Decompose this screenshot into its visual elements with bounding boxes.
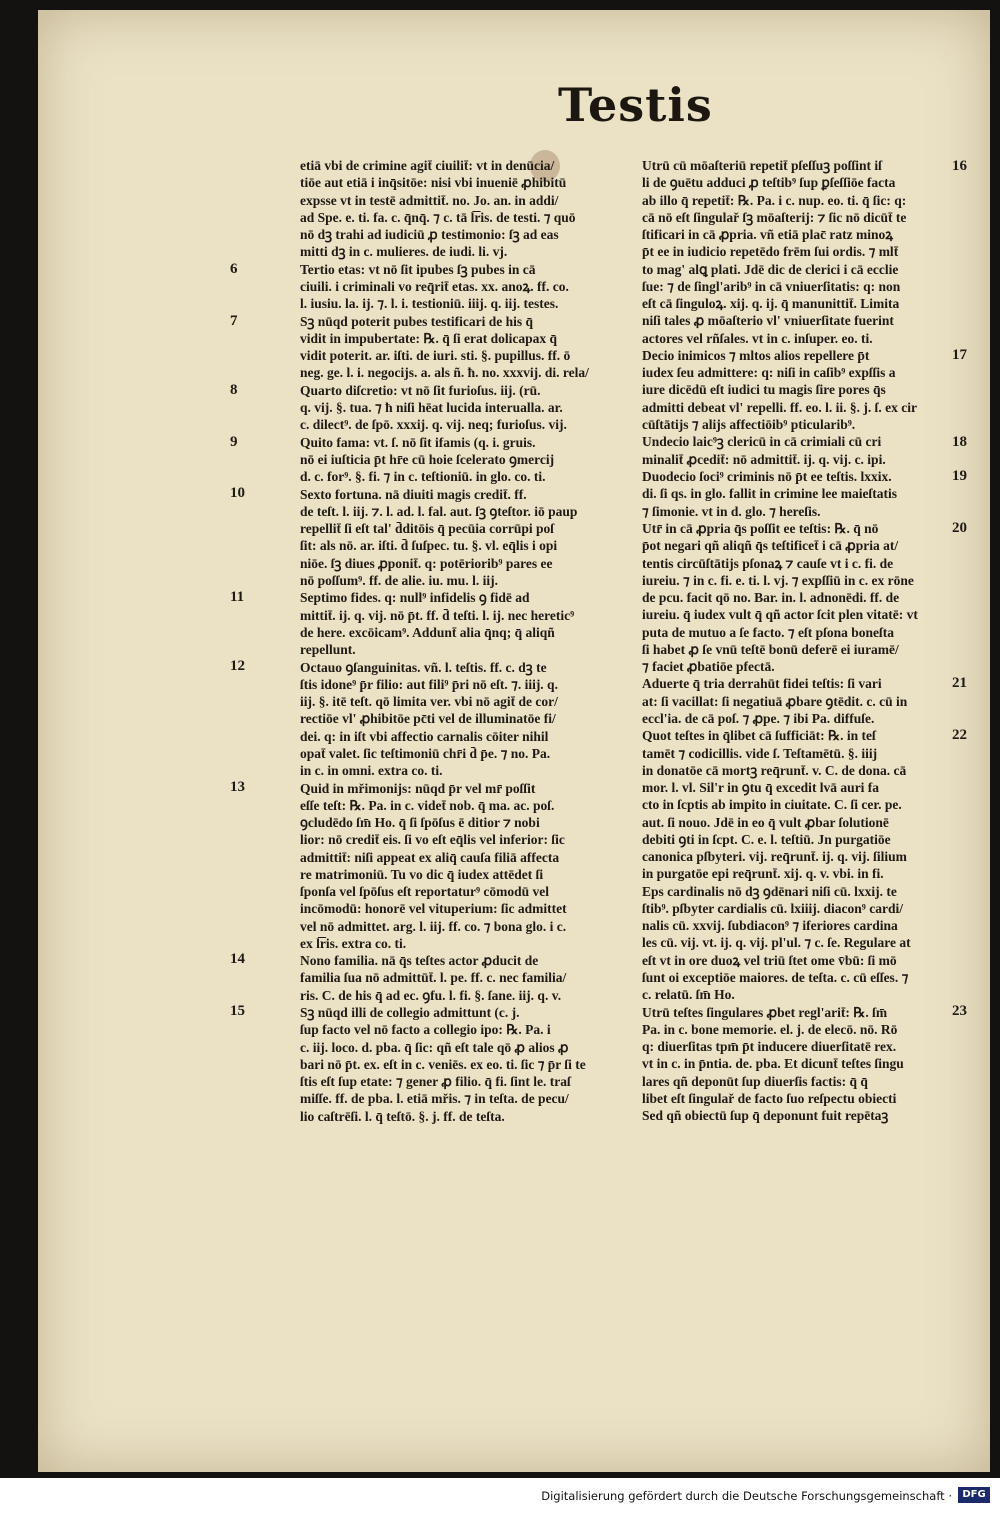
text-line: ſunt oi exceptiōe maiores. de teſta. c. cū eſſes. ⁊ [642, 969, 909, 985]
text-line: tentis circūſtātijs pſonaꝝ ⁊ cauſe vt i c. fi. de [642, 555, 894, 571]
book-page [38, 10, 990, 1472]
text-line: in c. in omni. extra co. ti. [300, 763, 443, 779]
text-paragraph [300, 1004, 622, 1125]
text-line: admittit̄: niſi appeat ex aliq̄ cauſa filiā affecta [300, 849, 560, 865]
text-line: les cū. vij. vt. ij. q. vij. pl'ul. ⁊ c. ſe. Regulare at [642, 935, 911, 951]
margin-number: 15 [230, 1002, 245, 1019]
text-line: minalit̄ ꝓcedit̄: nō admittit̄. ij. q. vij. c. ipi. [642, 451, 886, 467]
text-line: bari nō p̄t. ex. eſt in c. veniēs. ex eo. ti. ſic ⁊ p̄r ſi te [300, 1056, 586, 1072]
text-line: Pa. in c. bone memorie. el. j. de elecō. nō. Rō [642, 1021, 898, 1037]
text-paragraph [300, 486, 622, 590]
text-line: ꝯcludēdo ſm̄ Ho. q̄ ſi ſpōſus ē ditior ⁊ nobi [300, 815, 540, 830]
margin-number: 8 [230, 381, 238, 398]
text-paragraph [300, 434, 622, 486]
text-line: aut. ſi nouo. Jdē in eo q̄ vult ꝓbar ſolutionē [642, 814, 889, 830]
text-paragraph [300, 659, 622, 780]
text-paragraph [642, 675, 982, 727]
text-line: cto in ſcptis ab impito in ciuitate. C. ſi cer. pe. [642, 797, 902, 813]
text-line: Sed qñ obiectū ſup q̄ deponunt fuit repētaꝫ [642, 1108, 889, 1124]
text-line: Quot teſtes in q̄libet cā ſufficiāt: ℞. in teſ [642, 728, 876, 744]
text-line: nō ei iuſticia p̄t hr̄e cū hoie ſcelerato ꝯmercij [300, 452, 555, 467]
text-line: tiōe aut etiā i inq̄sitōe: nisi vbi inueniē ꝓhibitū [300, 175, 567, 191]
text-line: ſit: als nō. ar. iſti. d̄ ſuſpec. tu. §. vl. eq̄lis i opi [300, 538, 558, 554]
margin-number: 9 [230, 433, 238, 450]
text-line: ad Spe. e. ti. fa. c. q̄nq̄. ⁊ c. tā l͞ris. de testi. ⁊ quō [300, 209, 576, 225]
text-paragraph [300, 382, 622, 434]
text-line: familia ſua nō admittūt̄. l. pe. ff. c. nec familia/ [300, 970, 567, 986]
text-line: ſtis idone⁹ p̄r filio: aut fili⁹ p̄ri nō eſt. ⁊. iiij. q. [300, 676, 558, 692]
text-line: q. vij. §. tua. ⁊ ħ niſi hēat lucida interualla. ar. [300, 400, 563, 416]
text-line: at: ſi vacillat: ſi negatiuā ꝓbare ꝯtēdit. c. cū in [642, 693, 908, 709]
text-line: in donatōe cā mortꝫ req̄runt̄. v. C. de dona. cā [642, 762, 907, 778]
text-line: ſtificari in cā ꝓpria. vñ etiā plac̄ ratz minoꝝ [642, 227, 894, 242]
text-paragraph [300, 313, 622, 382]
text-line: debiti ꝯti in ſcpt. C. e. l. teſtiū. Jn purgatiōe [642, 831, 891, 847]
text-paragraph [642, 157, 982, 347]
text-line: q: diuerſitas tpm̄ p̄t inducere diuerſitatē rex. [642, 1039, 897, 1055]
text-line: dei. q: in iſt vbi affectio carnalis cōiter nihil [300, 728, 549, 744]
text-line: to mag' alꝗ plati. Jdē dic de clerici i cā ecclie [642, 261, 899, 277]
text-line: d. c. for⁹. §. fi. ⁊ in c. teſtioniū. in glo. co. ti. [300, 469, 546, 485]
text-line: in purgatōe epi req̄runt̄. xij. q. v. vbi. in fi. [642, 866, 884, 882]
text-line: mor. l. vl. Sil'r in ꝯtu q̄ excedit lvā auri fa [642, 780, 880, 796]
text-line: neg. ge. l. i. negocijs. a. als ñ. ħ. no. xxxvij. di. rela/ [300, 365, 589, 381]
text-line: mitti dꝫ in c. mulieres. de iudi. li. vj. [300, 244, 508, 260]
margin-number: 12 [230, 657, 245, 674]
text-line: iure dicēdū eſt iudici tu magis ſire pores q̄s [642, 382, 886, 398]
text-line: incōmodū: honorē vel vituperium: ſic admittet [300, 901, 567, 917]
text-line: vidit in impubertate: ℞. q̄ ſi erat dolicapax q̄ [300, 330, 557, 346]
text-line: mittit̄. ij. q. vij. nō p̄t. ff. d̄ teſti. l. ij. nec heretic⁹ [300, 607, 575, 623]
text-line: de pcu. facit qō no. Bar. in. l. adnonēdi. ff. de [642, 590, 900, 605]
text-line: Undecio laic⁹ꝫ clericū in cā crimiali cū cri [642, 434, 882, 450]
text-line: Utr̄ in cā ꝓpria q̄s poſſit ee teſtis: ℞. q̄ nō [642, 521, 879, 536]
margin-number: 18 [952, 433, 967, 450]
text-line: ſtib⁹. pſbyter cardialis cū. lxiiij. diacon⁹ cardi/ [642, 900, 903, 916]
text-line: niſi tales ꝓ mōaſterio vl' vniuerſitate fuerint [642, 313, 894, 329]
text-line: Sexto fortuna. nā diuiti magis credit̄. ff. [300, 486, 527, 502]
text-line: eſt cā ſinguloꝝ. xij. q. ij. q̄ manunittit̄. Limita [642, 296, 900, 311]
text-line: nalis cū. xxvij. ſubdiacon⁹ ⁊ iferiores cardina [642, 918, 898, 934]
text-line: lares qñ deponūt ſup diuerſis factis: q̄ q̄ [642, 1073, 868, 1089]
text-line: c. iij. loco. d. pba. q̄ ſic: qñ eſt tale qō ꝓ alios ꝓ [300, 1039, 569, 1055]
text-line: lio caſtrēſi. l. q̄ teſtō. §. j. ff. de teſta. [300, 1108, 505, 1124]
text-paragraph [642, 468, 982, 520]
text-line: expsse vt in testē admittit̄. no. Jo. an. in addi/ [300, 192, 559, 208]
right-text-column [642, 157, 982, 1125]
text-paragraph [300, 589, 622, 658]
text-line: ris. C. de his q̄ ad ec. ꝯfu. l. fi. §. ſane. iij. q. v. [300, 987, 562, 1003]
text-paragraph [642, 347, 982, 433]
text-line: Utrū cū mōaſteriū repetit̄ pſeſſuꝫ poſſint iſ [642, 158, 882, 173]
text-line: Quito fama: vt. ſ. nō ſit ifamis (q. i. gruis. [300, 434, 536, 450]
text-line: admitti debeat vl' repelli. ff. eo. l. ii. §. j. ſ. ex cir [642, 399, 917, 415]
margin-number: 6 [230, 261, 238, 277]
text-line: Tertio etas: vt nō ſit ipubes ſꝫ pubes in cā [300, 261, 536, 277]
text-line: ſue: ⁊ de ſingl'arib⁹ in cā vniuerſitatis: q: non [642, 278, 901, 294]
text-line: repellit̄ ſi eſt tal' d̄ditōis q̄ pecūia corrūpi poſ [300, 521, 555, 537]
text-line: libet eſt ſingulař de facto ſuo reſpectu obiecti [642, 1090, 897, 1106]
text-line: ⁊ faciet ꝓbatiōe pfectā. [642, 659, 775, 674]
margin-number: 21 [952, 675, 967, 691]
text-line: Duodecio ſoci⁹ criminis nō p̄t ee teſtis. lxxix. [642, 469, 892, 485]
text-line: ſup facto vel nō facto a collegio ipo: ℞. Pa. i [300, 1022, 551, 1038]
text-line: Sꝫ nūqd poterit pubes testificari de his q̄ [300, 313, 534, 329]
margin-number: 11 [230, 588, 245, 605]
text-line: nō poſſum⁹. ff. de alie. iu. mu. l. iij. [300, 572, 498, 588]
margin-number: 16 [952, 157, 967, 174]
text-line: miſſe. ff. de pba. l. etiā mřis. ⁊ in teſta. de pecu/ [300, 1091, 569, 1107]
text-line: ⁊ ſimonie. vt in d. glo. ⁊ hereſis. [642, 503, 821, 519]
margin-number: 19 [952, 468, 967, 484]
margin-number: 22 [952, 726, 967, 743]
margin-number: 17 [952, 347, 967, 364]
text-line: Sꝫ nūqd illi de collegio admittunt (c. j. [300, 1005, 520, 1021]
text-line: eſſe teſt: ℞. Pa. in c. videt̄ nob. q̄ ma. ac. poſ. [300, 797, 555, 813]
text-line: vidit poterit. ar. iſti. de iuri. sti. §. pupillus. ff. ō [300, 348, 571, 364]
margin-number: 14 [230, 951, 245, 967]
text-line: c. relatū. ſm̄ Ho. [642, 987, 735, 1003]
text-line: Octauo ꝯſanguinitas. vñ. l. teſtis. ff. c. dꝫ te [300, 659, 547, 675]
text-line: iij. §. itē teſt. qō limita ver. vbi nō agit̄ de cor/ [300, 694, 558, 710]
footer-bar [0, 1478, 1000, 1515]
text-line: p̄t ee in iudicio repetēdo frēm ſui ordis. ⁊ mlt̄ [642, 244, 899, 260]
text-paragraph [642, 520, 982, 675]
text-line: Eps cardinalis nō dꝫ ꝯdēnari niſi cū. lxxij. te [642, 883, 897, 899]
text-line: de teſt. l. iij. ⁊. l. ad. l. fal. aut. ſꝫ ꝯteſtor. iō paup [300, 503, 578, 519]
text-paragraph [642, 433, 982, 468]
dfg-logo: DFG [958, 1487, 990, 1503]
text-paragraph [300, 780, 622, 953]
text-line: etiā vbi de crimine agit̄ ciuilit̄: vt in denūcia/ [300, 158, 555, 173]
text-paragraph [642, 727, 982, 1003]
text-line: p̄ot negari qñ aliqñ q̄s teſtificet̄ i cā ꝓpria at/ [642, 538, 899, 554]
text-line: tamēt ⁊ codicillis. vide ſ. Teſtamētū. §. iiij [642, 745, 878, 761]
text-line: de here. excōicam⁹. Addunt̄ alia q̄nq; q̄ aliqñ [300, 624, 555, 640]
text-line: opat̄ valet. ſic teſtimoniū chr̄i d̄ p̄e. ⁊ no. Pa. [300, 745, 551, 761]
text-paragraph [300, 157, 622, 261]
text-line: nō dꝫ trahi ad iudiciū ꝓ testimonio: ſꝫ ad eas [300, 227, 559, 242]
text-line: ſtis eſt ſup etate: ⁊ gener ꝓ filio. q̄ fi. ſint le. traſ [300, 1074, 571, 1090]
text-line: vt in c. in p̄ntia. de. pba. Et dicunt̄ teſtes ſingu [642, 1056, 904, 1072]
text-line: eſt vt in ore duoꝝ vel triū ſtet ome v̄bū: ſi mō [642, 952, 897, 968]
text-line: c. dilect⁹. de ſpō. xxxij. q. vij. neq; furioſus. vij. [300, 417, 567, 433]
text-line: di. ſi qs. in glo. fallit in crimine lee maieſtatis [642, 486, 897, 502]
text-line: lior: nō credit̄ eis. ſi vo eſt eq̄lis vel inferior: ſic [300, 832, 565, 848]
text-line: ciuili. i criminali vo req̄rit̄ etas. xx. anoꝝ. ff. co. [300, 278, 569, 294]
text-line: ſponſa vel ſpōſus eſt reportatur⁹ cōmodū vel [300, 884, 550, 899]
text-line: re matrimoniū. Tu vo dic q̄ iudex attēdet ſi [300, 866, 544, 882]
text-line: Decio inimicos ⁊ mltos alios repellere p̄t [642, 347, 870, 363]
margin-number: 23 [952, 1002, 967, 1019]
text-line: puta de mutuo a ſe facto. ⁊ eſt pſona boneſta [642, 624, 894, 640]
text-line: eccl'ia. de cā poſ. ⁊ ꝓpe. ⁊ ibi Pa. diffuſe. [642, 710, 875, 726]
text-line: ex l͞ris. extra co. ti. [300, 935, 407, 951]
text-line: li de ꝯuētu adduci ꝓ teſtib⁹ ſup ꝑſeſſiōe facta [642, 175, 896, 191]
text-line: Quid in mřimonijs: nūqd p̄r vel mr̄ poſſit [300, 780, 536, 796]
text-line: repellunt. [300, 642, 356, 658]
text-line: Aduerte q̄ tria derrahūt fidei teſtis: ſi vari [642, 676, 882, 692]
left-text-column [300, 157, 622, 1125]
text-line: vel nō admittet. arg. l. iij. ff. co. ⁊ bona glo. i c. [300, 918, 567, 934]
text-line: ab illo q̄ repetit̄: ℞. Pa. i c. nup. eo. ti. q̄ ſic: q: [642, 192, 907, 208]
margin-number: 13 [230, 778, 245, 795]
margin-number: 10 [230, 485, 245, 502]
text-line: Septimo fides. q: null⁹ infidelis ꝯ fidē ad [300, 590, 530, 606]
text-line: iudex ſeu admittere: q: niſi in caſib⁹ expſſis a [642, 365, 896, 381]
text-line: iureiu. ⁊ in c. fi. e. ti. l. vj. ⁊ expſſiū in c. ex rōne [642, 572, 914, 588]
text-line: cūſtātijs ⁊ alijs affectiōib⁹ pticularib⁹. [642, 416, 856, 432]
text-line: niōe. ſꝫ diues ꝓponit̄. q: potēriorib⁹ pares ee [300, 555, 553, 571]
text-line: canonica pſbyteri. vij. req̄runt̄. ij. q. vij. ſilium [642, 849, 907, 865]
text-line: Quarto diſcretio: vt nō ſit furioſus. iij. (rū. [300, 382, 541, 398]
text-line: Nono familia. nā q̄s teſtes actor ꝓducit de [300, 953, 539, 969]
text-paragraph [300, 261, 622, 313]
text-paragraph [300, 952, 622, 1004]
page-header-title: Testis [558, 78, 713, 132]
text-line: ſi habet ꝓ ſe vnū teſtē bonū deferē ei iuramē/ [642, 641, 899, 657]
text-paragraph [642, 1004, 982, 1125]
margin-number: 20 [952, 519, 967, 536]
footer-credit-text: Digitalisierung gefördert durch die Deutsche Forschungsgemeinschaft · [541, 1489, 952, 1503]
text-line: l. iusiu. la. ij. ⁊. l. i. testioniū. iiij. q. iij. testes. [300, 296, 559, 312]
text-line: cā nō eſt ſingulař ſꝫ mōaſterij: ⁊ ſic nō dicūt̄ te [642, 209, 907, 225]
text-line: iureiu. q̄ iudex vult q̄ qñ actor ſcit plen vitatē: vt [642, 607, 918, 623]
text-line: actores vel rñſales. vt in c. inſuper. eo. ti. [642, 330, 873, 346]
text-line: rectiōe vl' ꝓhibitōe pc̄ti vel de illuminatōe fi/ [300, 711, 556, 727]
text-line: Utrū teſtes ſingulares ꝓbet regl'arit̄: ℞. ſm̄ [642, 1004, 888, 1020]
margin-number: 7 [230, 312, 238, 329]
